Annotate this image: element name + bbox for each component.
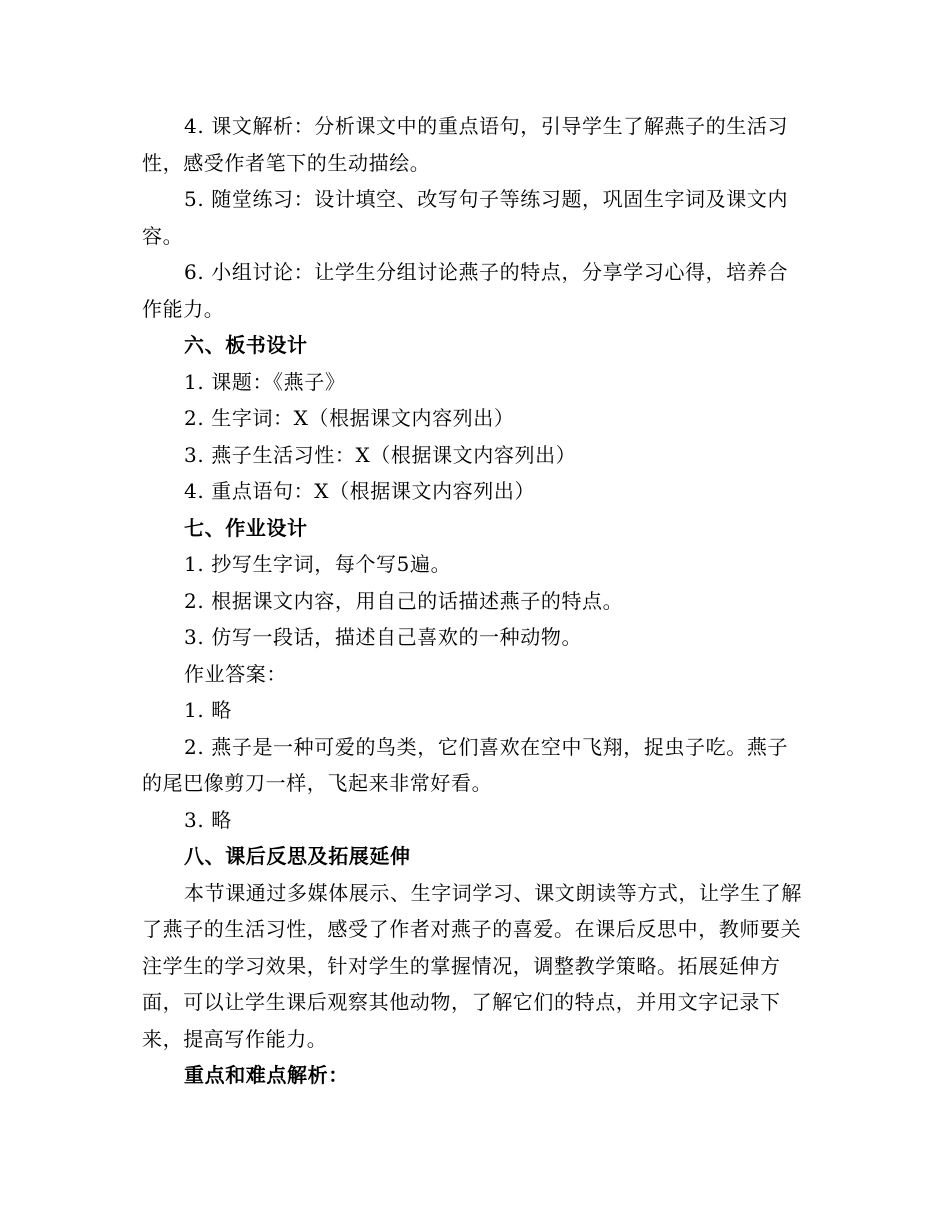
document-body [142, 108, 806, 1094]
board-item-1: 1. 课题：《燕子》 [184, 369, 346, 394]
board-item-4: 4. 重点语句：X（根据课文内容列出） [184, 479, 536, 503]
section-heading-key-points: 重点和难点解析： [184, 1063, 349, 1087]
section-heading-homework: 七、作业设计 [184, 515, 308, 540]
lesson-step-6: 6. 小组讨论：让学生分组讨论燕子的特点，分享学习心得，培养合作能力。 [142, 260, 789, 321]
lesson-step-4: 4. 课文解析：分析课文中的重点语句，引导学生了解燕子的生活习性，感受作者笔下的生动描绘。 [142, 114, 789, 175]
homework-item-1: 1. 抄写生字词，每个写5遍。 [184, 552, 452, 576]
answer-item-1: 1. 略 [184, 698, 232, 722]
answer-item-2: 2. 燕子是一种可爱的鸟类，它们喜欢在空中飞翔，捉虫子吃。燕子的尾巴像剪刀一样，飞起来非常好看。 [142, 734, 789, 795]
answer-item-3: 3. 略 [184, 807, 232, 832]
homework-item-2: 2. 根据课文内容，用自己的话描述燕子的特点。 [184, 588, 624, 613]
board-item-2: 2. 生字词：X（根据课文内容列出） [184, 406, 515, 430]
board-item-3: 3. 燕子生活习性：X（根据课文内容列出） [184, 442, 577, 467]
homework-item-3: 3. 仿写一段话，描述自己喜欢的一种动物。 [184, 625, 583, 649]
section-heading-board-design: 六、板书设计 [184, 333, 308, 357]
reflection-paragraph: 本节课通过多媒体展示、生字词学习、课文朗读等方式，让学生了解了燕子的生活习性，感受了作者对燕子的喜爱。在课后反思中，教师要关注学生的学习效果，针对学生的掌握情况，调整教学策略。拓展延伸方面，可以让学生课后观察其他动物，了解它们的特点，并用文字记录下来，提高写作能力。 [142, 880, 802, 1051]
homework-answers-label: 作业答案： [184, 661, 287, 686]
section-heading-reflection: 八、课后反思及拓展延伸 [184, 844, 411, 868]
lesson-step-5: 5. 随堂练习：设计填空、改写句子等练习题，巩固生字词及课文内容。 [142, 187, 789, 248]
